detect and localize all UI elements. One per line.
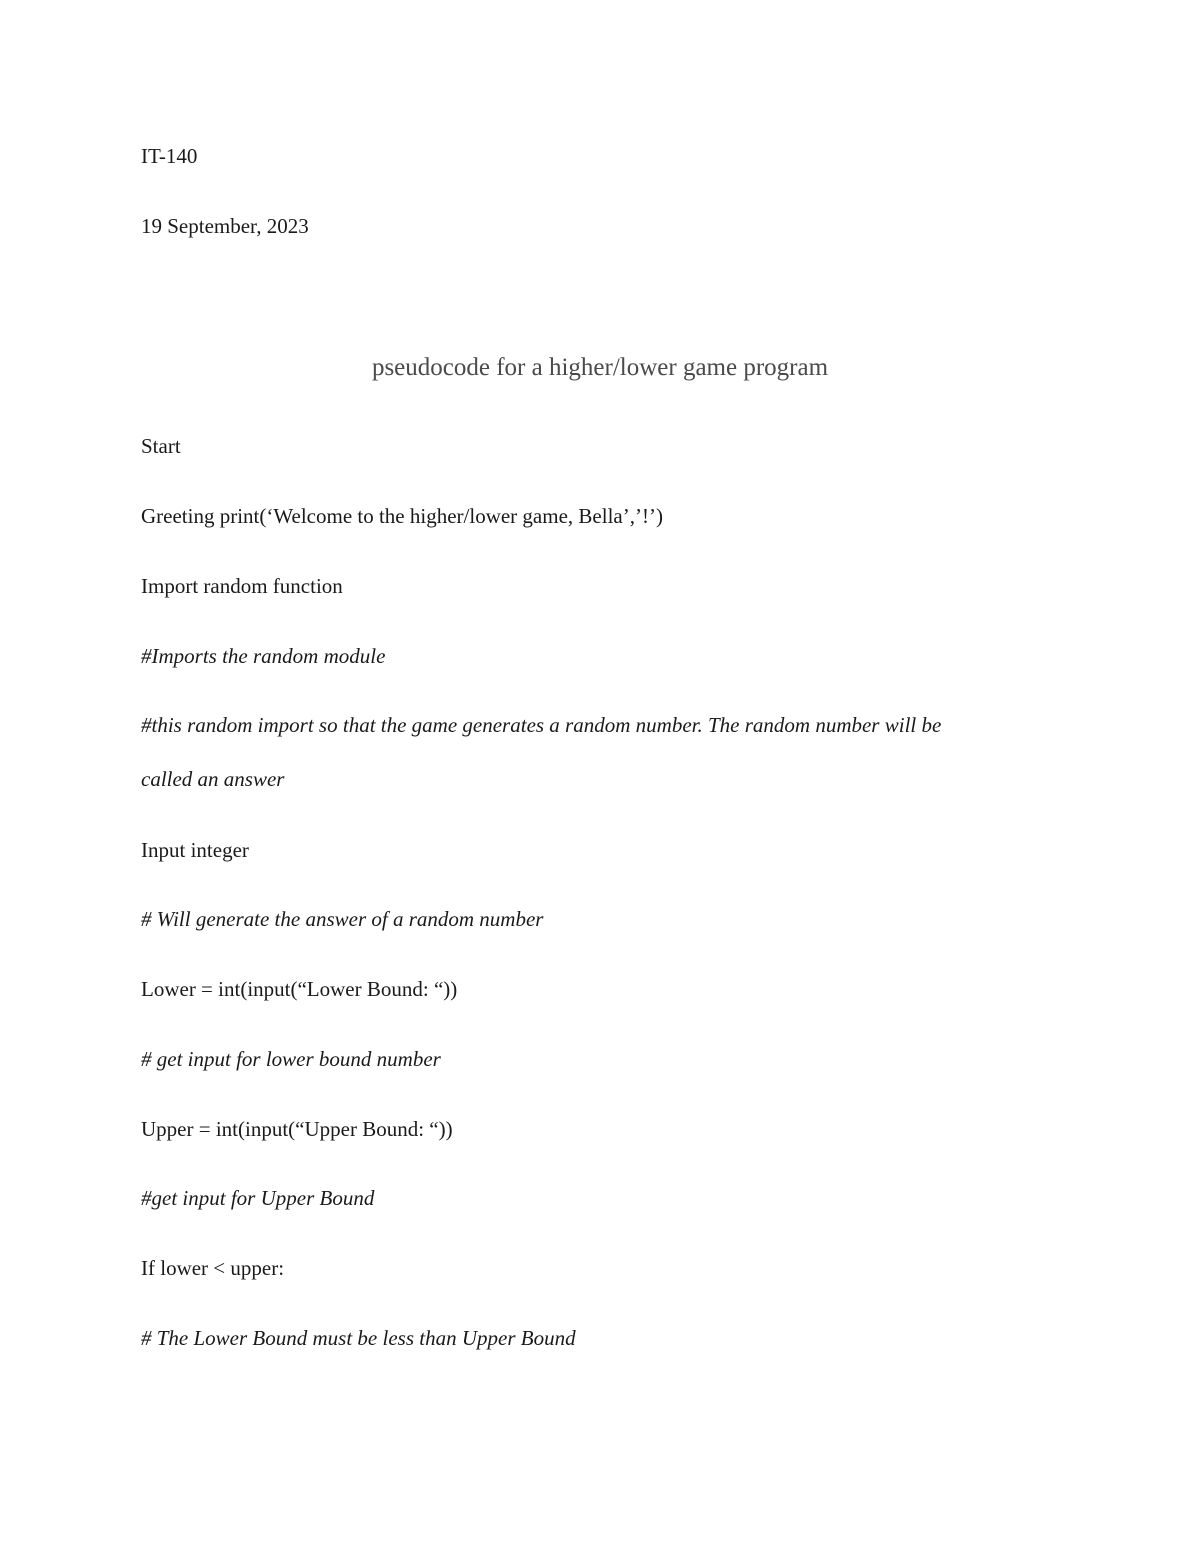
pseudocode-line: Start xyxy=(141,434,181,458)
pseudocode-comment: called an answer xyxy=(141,767,285,791)
pseudocode-line: Lower = int(input(“Lower Bound: “)) xyxy=(141,977,458,1001)
pseudocode-comment: #get input for Upper Bound xyxy=(141,1186,375,1210)
document-title: pseudocode for a higher/lower game program xyxy=(371,354,829,381)
pseudocode-line: Input integer xyxy=(141,838,249,862)
pseudocode-comment: # Will generate the answer of a random number xyxy=(141,907,544,931)
document-date: 19 September, 2023 xyxy=(141,214,309,238)
pseudocode-line: Upper = int(input(“Upper Bound: “)) xyxy=(141,1117,453,1141)
pseudocode-line: Import random function xyxy=(141,574,343,598)
pseudocode-comment: #this random import so that the game generates a random number. The random number will be xyxy=(141,713,942,737)
pseudocode-line: If lower < upper: xyxy=(141,1256,285,1280)
pseudocode-comment: # The Lower Bound must be less than Upper Bound xyxy=(141,1326,576,1350)
pseudocode-line: Greeting print(‘Welcome to the higher/lower game, Bella’,’!’) xyxy=(141,504,663,528)
pseudocode-comment: # get input for lower bound number xyxy=(141,1047,441,1071)
pseudocode-comment: #Imports the random module xyxy=(141,644,386,668)
course-code: IT-140 xyxy=(141,144,198,168)
